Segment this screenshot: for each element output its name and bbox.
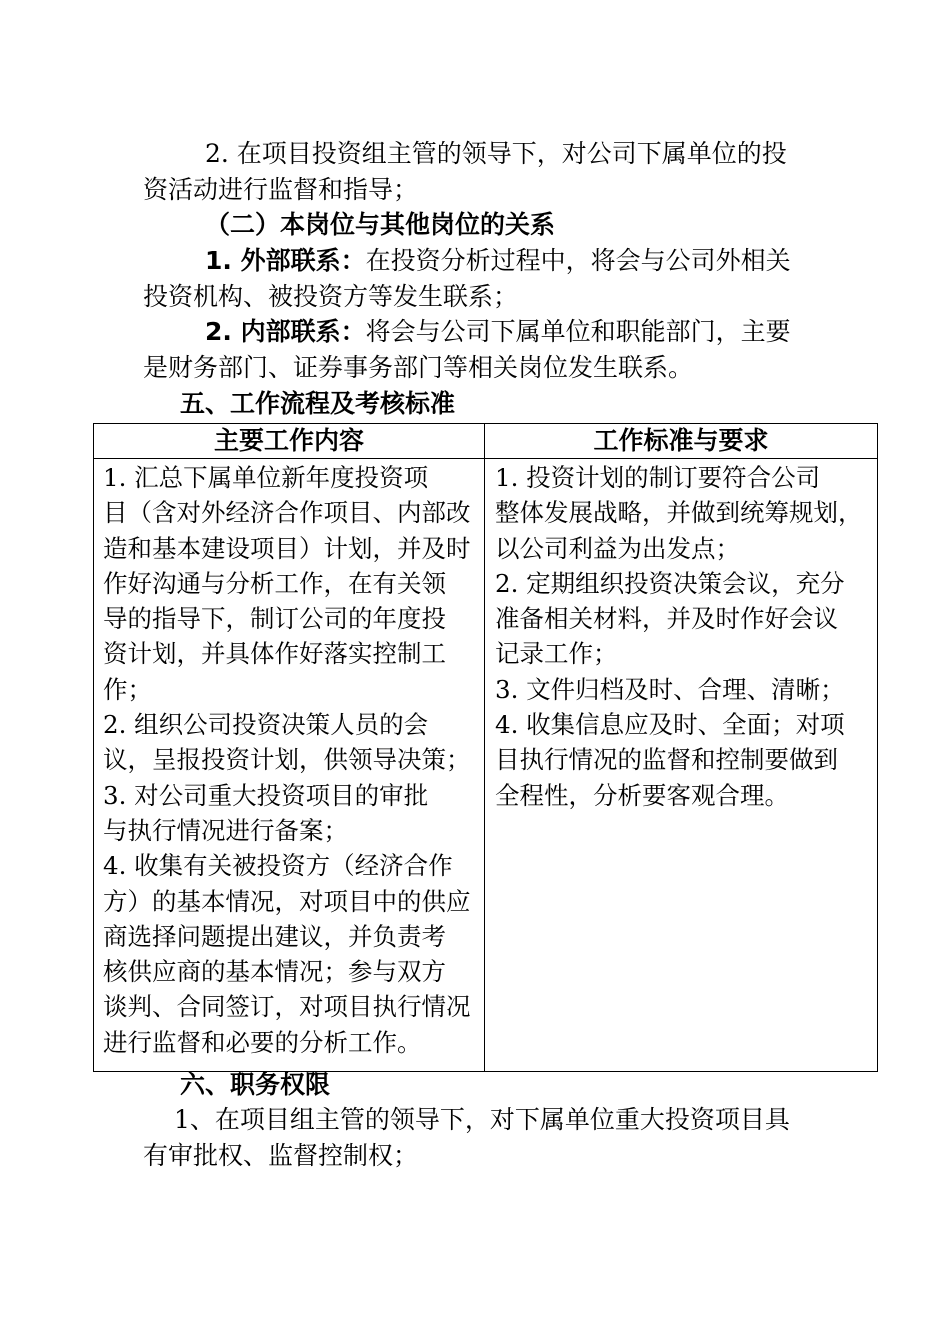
main-work-line: 目（含对外经济合作项目、内部改 <box>103 498 471 528</box>
section6-heading: 六、职务权限 <box>180 1070 331 1099</box>
main-work-line: 1. 汇总下属单位新年度投资项 <box>103 463 429 492</box>
authority-line-1: 1、在项目组主管的领导下，对下属单位重大投资项目具 <box>174 1105 790 1134</box>
internal-contact-line-2: 是财务部门、证券事务部门等相关岗位发生联系。 <box>143 353 694 382</box>
table-row <box>94 459 878 1072</box>
main-work-line: 商选择问题提出建议，并负责考 <box>103 921 446 951</box>
work-standard-line: 以公司利益为出发点； <box>495 533 740 563</box>
work-standard-line: 记录工作； <box>495 639 618 669</box>
internal-contact-line-1 <box>205 314 791 350</box>
work-standard-line: 整体发展战略，并做到统筹规划， <box>495 498 863 528</box>
internal-contact-label: 2. 内部联系： <box>205 317 366 346</box>
work-standard-line: 1. 投资计划的制订要符合公司 <box>495 463 821 492</box>
main-work-line: 谈判、合同签订，对项目执行情况 <box>103 992 471 1022</box>
external-contact-line-1 <box>205 243 791 279</box>
header-main-work: 主要工作内容 <box>94 424 485 459</box>
header-work-standard: 工作标准与要求 <box>485 424 878 459</box>
main-work-line: 3. 对公司重大投资项目的审批 <box>103 780 429 810</box>
relation-heading: （二）本岗位与其他岗位的关系 <box>205 210 556 239</box>
main-work-line: 方）的基本情况，对项目中的供应 <box>103 886 471 916</box>
main-work-line: 作； <box>103 674 152 704</box>
work-standard-line: 2. 定期组织投资决策会议，充分 <box>495 568 845 598</box>
main-work-line: 与执行情况进行备案； <box>103 815 348 845</box>
intro-paragraph-line-1: 2. 在项目投资组主管的领导下，对公司下属单位的投 <box>205 139 787 168</box>
work-standard-line: 目执行情况的监督和控制要做到 <box>495 745 838 775</box>
external-contact-label: 1. 外部联系： <box>205 246 366 275</box>
main-work-line: 4. 收集有关被投资方（经济合作 <box>103 851 453 881</box>
external-contact-line-2: 投资机构、被投资方等发生联系； <box>143 282 519 311</box>
work-standard-line: 3. 文件归档及时、合理、清晰； <box>495 674 845 704</box>
main-work-line: 造和基本建设项目）计划，并及时 <box>103 533 471 563</box>
work-standard-line: 准备相关材料，并及时作好会议 <box>495 604 838 634</box>
authority-line-2: 有审批权、监督控制权； <box>143 1141 419 1170</box>
main-work-line: 资计划，并具体作好落实控制工 <box>103 639 446 669</box>
work-standard-cell <box>485 459 878 1072</box>
internal-contact-text: 将会与公司下属单位和职能部门，主要 <box>365 317 791 346</box>
main-work-line: 2. 组织公司投资决策人员的会 <box>103 710 429 740</box>
work-standard-line: 全程性，分析要客观合理。 <box>495 780 789 810</box>
external-contact-text: 在投资分析过程中，将会与公司外相关 <box>365 246 791 275</box>
workflow-table <box>93 423 878 1072</box>
main-work-line: 作好沟通与分析工作，在有关领 <box>103 568 446 598</box>
section5-heading: 五、工作流程及考核标准 <box>180 389 456 418</box>
intro-paragraph-line-2: 资活动进行监督和指导； <box>143 175 419 204</box>
main-work-line: 议，呈报投资计划，供领导决策； <box>103 745 471 775</box>
main-work-line: 导的指导下，制订公司的年度投 <box>103 604 446 634</box>
main-work-cell <box>94 459 485 1072</box>
work-standard-line: 4. 收集信息应及时、全面；对项 <box>495 710 845 740</box>
main-work-line: 进行监督和必要的分析工作。 <box>103 1027 422 1057</box>
table-header-row <box>94 424 878 459</box>
main-work-line: 核供应商的基本情况；参与双方 <box>103 957 446 987</box>
